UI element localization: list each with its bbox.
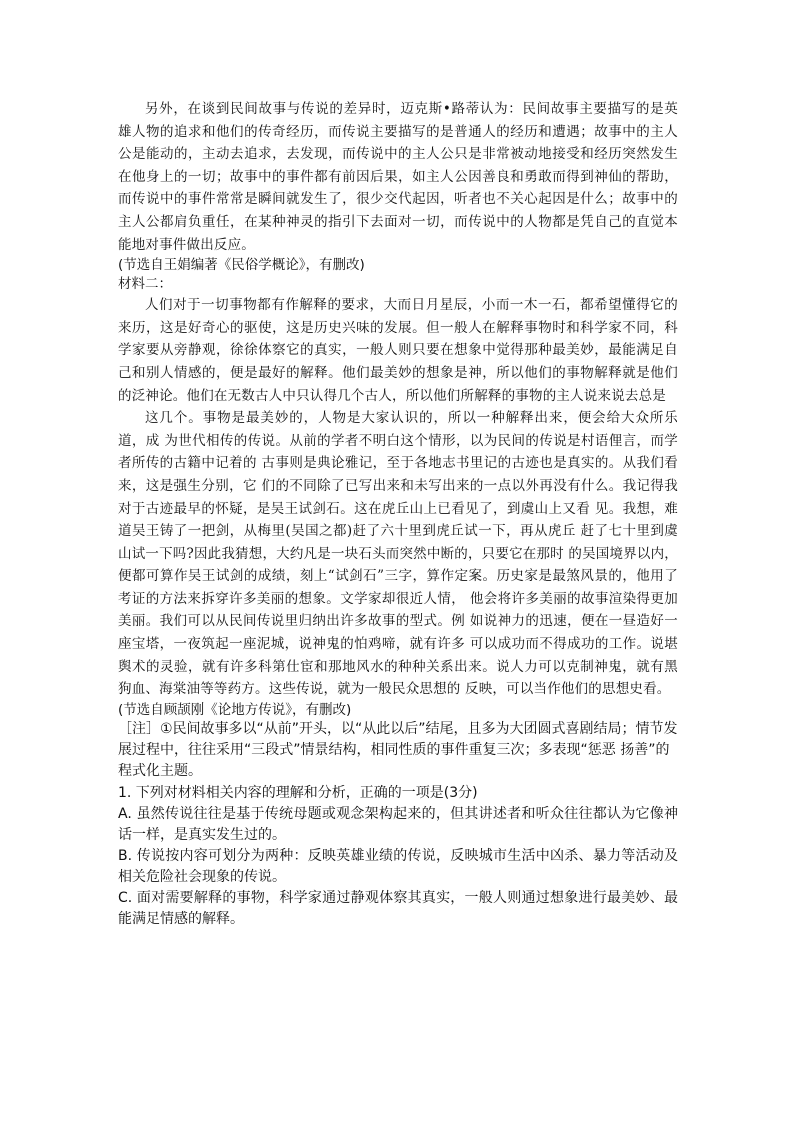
document-page	[118, 98, 678, 930]
question-stem: 1. 下列对材料相关内容的理解和分析，正确的一项是(3分)	[118, 784, 478, 801]
material2-paragraph-2: 这几个。事物是最美妙的，人物是大家认识的，所以一种解释出来，便会给大众所乐道，成 为世代相传的传说。从前的学者不明白这个情形，以为民间的传说是村语俚言，而学者所传的古籍中记着的 古事则是典论雅记，至于各地志书里记的古迹也是真实的。从我们看来，这是强生分别，它 们的不同除了已写出来和未写出来的一点以外再没有什么。我记得我对于古迹最早的怀疑，是吴王试剑石。这在虎丘山上已看见了，到虞山上又看 见。我想，难道吴王铸了一把剑，从梅里(吴国之都)赶了六十里到虎丘试一下，再从虎丘 赶了七十里到虞山试一下吗?因此我猜想，大约凡是一块石头而突然中断的，只要它在那时 的吴国境界以内，便都可算作吴王试剑的成绩，刻上“试剑石”三字，算作定案。历史家是最煞风景的，他用了考证的方法来拆穿许多美丽的想象。文学家却很近人情， 他会将许多美丽的故事渲染得更加美丽。我们可以从民间传说里归纳出许多故事的型式。例 如说神力的迅速，便在一昼造好一座宝塔，一夜筑起一座泥城，说神鬼的怕鸡啼，就有许多 可以成功而不得成功的工作。说堪舆术的灵验，就有许多科第仕宦和那地风水的种种关系出来。说人力可以克制神鬼，就有黑狗血、海棠油等等药方。这些传说，就为一般民众思想的 反映，可以当作他们的思想史看。	[118, 410, 678, 698]
material2-heading: 材料二：	[118, 276, 172, 293]
material2-source: (节选自顾颉刚《论地方传说》，有删改)	[118, 701, 352, 718]
footnote: ［注］①民间故事多以“从前”开头，以“从此以后”结尾，且多为大团圆式喜剧结局；情节发展过程中，往往采用“三段式”情景结构，相同性质的事件重复三次；多表现“惩恶 扬善”的程式化主题。	[118, 720, 678, 779]
option-a: A. 虽然传说往往是基于传统母题或观念架构起来的，但其讲述者和听众往往都认为它像神话一样，是真实发生过的。	[118, 805, 678, 843]
option-b: B. 传说按内容可划分为两种：反映英雄业绩的传说，反映城市生活中凶杀、暴力等活动及相关危险社会现象的传说。	[118, 847, 678, 885]
material1-paragraph: 另外，在谈到民间故事与传说的差异时，迈克斯•路蒂认为：民间故事主要描写的是英 雄人物的追求和他们的传奇经历，而传说主要描写的是普通人的经历和遭遇；故事中的主人 公是能动的，主动去追求，去发现，而传说中的主人公只是非常被动地接受和经历突然发生 在他身上的一切；故事中的事件都有前因后果，如主人公因善良和勇敢而得到神仙的帮助， 而传说中的事件常常是瞬间就发生了，很少交代起因，听者也不关心起因是什么；故事中的 主人公都肩负重任，在某种神灵的指引下去面对一切，而传说中的人物都是凭自己的直觉本 能地对事件做出反应。	[118, 101, 678, 253]
option-c: C. 面对需要解释的事物，科学家通过静观体察其真实，一般人则通过想象进行最美妙、最能满足情感的解释。	[118, 889, 678, 927]
material2-paragraph-1: 人们对于一切事物都有作解释的要求，大而日月星辰，小而一木一石，都希望懂得它的 来历，这是好奇心的驱使，这是历史兴味的发展。但一般人在解释事物时和科学家不同，科 学家要从旁静观，徐徐体察它的真实，一般人则只要在想象中觉得那种最美妙，最能满足自 己和别人情感的，便是最好的解释。他们最美妙的想象是神，所以他们的事物解释就是他们 的泛神论。他们在无数古人中只认得几个古人，所以他们所解释的事物的主人说来说去总是	[118, 297, 678, 404]
material1-source: (节选自王娟编著《民俗学概论》，有删改)	[118, 257, 365, 274]
